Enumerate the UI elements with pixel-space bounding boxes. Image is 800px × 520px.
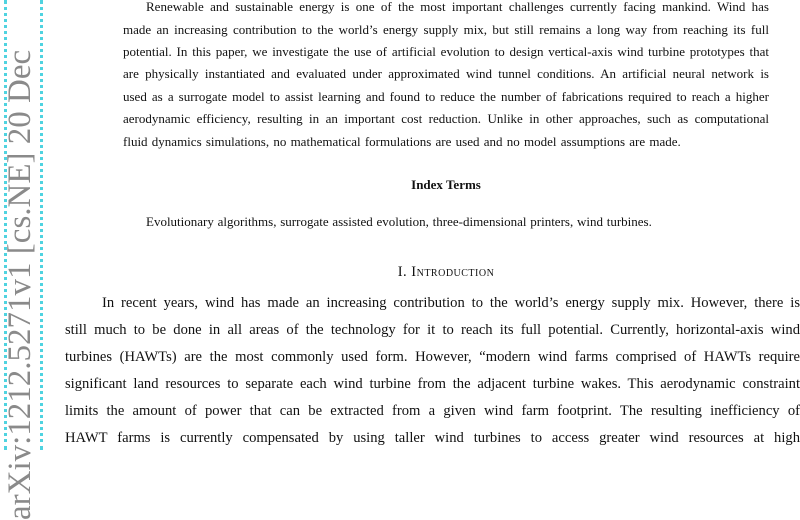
body-line: turbines (HAWTs) are the most commonly used form. However, “modern wind farms comprised of HAWTs require (65, 349, 800, 365)
abstract-line: aerodynamic efficiency, resulting in an important cost reduction. Unlike in other approaches, such as computational (123, 111, 769, 126)
abstract-line: used as a surrogate model to assist learning and found to reduce the number of fabrications required to reach a higher (123, 89, 769, 104)
body-line: still much to be done in all areas of the technology for it to reach its full potential. Currently, horizontal-axis wind (65, 322, 800, 338)
abstract-line: are physically instantiated and evaluated under approximated wind tunnel conditions. An artificial neural network is (123, 66, 769, 81)
body-line: HAWT farms is currently compensated by using taller wind turbines to access greater wind resources at high (65, 430, 800, 446)
abstract-line: Renewable and sustainable energy is one of the most important challenges currently facing mankind. Wind has (146, 0, 769, 14)
arxiv-identifier: arXiv:1212.5271v1 [cs.NE] 20 Dec (2, 49, 38, 520)
body-line: limits the amount of power that can be extracted from a given wind farm footprint. The resulting inefficiency of (65, 403, 800, 419)
body-line: In recent years, wind has made an increasing contribution to the world’s energy supply mix. However, there is (102, 295, 800, 311)
abstract-line: fluid dynamics simulations, no mathematical formulations are used and no model assumptions are made. (123, 134, 681, 149)
dotted-line (40, 0, 43, 450)
abstract-line: potential. In this paper, we investigate the use of artificial evolution to design vertical-axis wind turbine prototypes that (123, 44, 769, 59)
index-terms-heading: Index Terms (411, 177, 481, 192)
arxiv-watermark (0, 0, 44, 520)
body-line: significant land resources to separate each wind turbine from the adjacent turbine wakes. This aerodynamic constraint (65, 376, 800, 392)
index-terms: Evolutionary algorithms, surrogate assisted evolution, three-dimensional printers, wind turbines. (146, 214, 652, 229)
section-heading: I. Introduction (397, 264, 495, 280)
abstract-line: made an increasing contribution to the world’s energy supply mix, but still remains a long way from reaching its full (123, 22, 769, 37)
